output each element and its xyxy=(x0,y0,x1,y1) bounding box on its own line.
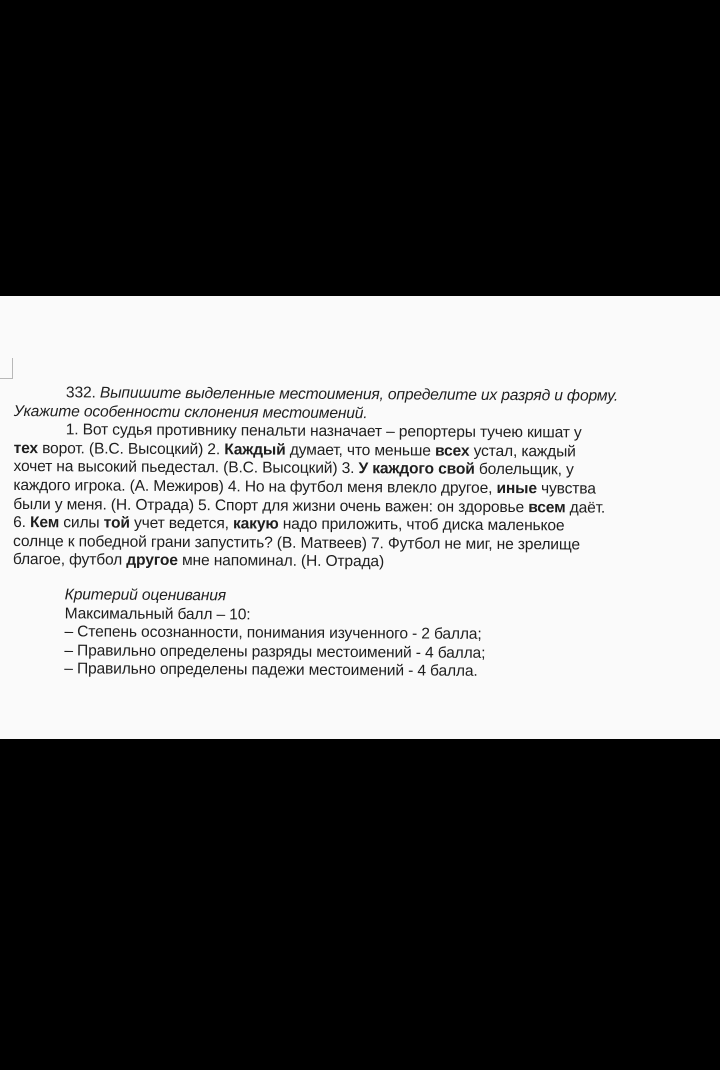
exercise-title-line-2: Укажите особенности склонения местоимений. xyxy=(13,402,368,422)
exercise-number: 332. xyxy=(65,384,96,402)
criteria-item: – Степень осознанности, понимания изученного - 2 балла; xyxy=(64,623,482,643)
highlighted-pronoun: Каждый xyxy=(224,441,286,459)
text-segment: надо приложить, чтоб диска маленькое xyxy=(278,515,565,535)
text-segment: 6. xyxy=(13,514,31,532)
text-segment: хочет на высокий пьедестал. (В.С. Высоцкий) 3. xyxy=(13,458,359,478)
criteria-block xyxy=(64,586,713,683)
text-segment: устал, каждый xyxy=(469,442,576,461)
text-segment: ворот. (В.С. Высоцкий) 2. xyxy=(37,439,225,459)
highlighted-pronoun: другое xyxy=(126,552,178,570)
text-segment: болельщик, у xyxy=(474,461,574,479)
text-segment: благое, футбол xyxy=(12,551,127,570)
exercise-title-line-1: Выпишите выделенные местоимения, определите их разряд и форму. xyxy=(99,384,619,405)
highlighted-pronoun: Кем xyxy=(29,514,60,532)
text-segment: даёт. xyxy=(565,498,606,517)
text-segment: мне напоминал. (Н. Отрада) xyxy=(177,552,385,571)
highlighted-pronoun: какую xyxy=(232,515,279,533)
text-segment: 1. Вот судья противнику пенальти назначает – репортеры тучею кишат у xyxy=(65,421,582,442)
exercise-text xyxy=(13,421,714,574)
text-segment: учет ведется, xyxy=(129,514,234,533)
text-segment: были у меня. (Н. Отрада) 5. Спорт для жизни очень важен: он здоровье xyxy=(13,495,529,516)
text-segment: думает, что меньше xyxy=(285,441,436,460)
highlighted-pronoun: всем xyxy=(528,498,566,516)
highlighted-pronoun: иные xyxy=(496,479,537,498)
text-segment: солнце к победной грани запустить? (В. Матвеев) 7. Футбол не миг, не зрелище xyxy=(12,532,580,554)
highlighted-pronoun: всех xyxy=(434,442,470,460)
photo-page xyxy=(0,296,720,739)
criteria-heading: Критерий оценивания xyxy=(64,586,227,605)
text-segment: каждого игрока. (А. Межиров) 4. Но на футбол меня влекло другое, xyxy=(13,476,497,497)
text-segment: силы xyxy=(59,514,104,532)
max-score: Максимальный балл – 10: xyxy=(64,604,251,623)
criteria-item: – Правильно определены падежи местоимений - 4 балла. xyxy=(64,660,478,681)
exercise-text-line xyxy=(13,551,713,574)
highlighted-pronoun: тех xyxy=(13,439,38,457)
exercise-block xyxy=(12,384,714,683)
criteria-item: – Правильно определены разряды местоимений - 4 балла; xyxy=(64,642,486,662)
text-segment: чувства xyxy=(536,480,596,498)
page-corner-mark xyxy=(0,358,13,379)
highlighted-pronoun: той xyxy=(103,514,130,532)
highlighted-pronoun: У каждого свой xyxy=(358,460,475,479)
